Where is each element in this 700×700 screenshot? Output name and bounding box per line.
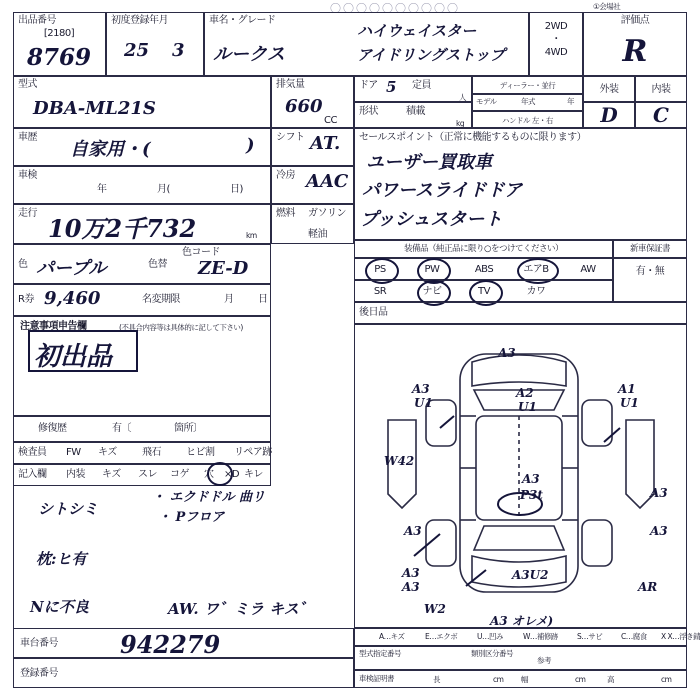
history-label: 車歴 [18,132,37,143]
mileage-label: 走行 [18,208,37,219]
disp-label: 排気量 [276,79,305,90]
length-label: 長 [433,675,440,684]
color-change-label: 色替 [148,259,167,270]
type-label: 型式 [18,79,37,90]
shift-label: シフト [276,132,305,143]
height-label: 高 [607,675,614,684]
diagram-mark-1: A3 [498,346,516,360]
diagram-mark-18: AR [638,580,658,594]
sales-line2: パワースライドドア [362,180,523,201]
model-name: ルークス [213,44,285,65]
lot-value: 8769 [26,43,91,71]
diagram-mark-10: P3t [520,488,543,502]
inner-item-5: キレ [244,469,263,480]
legend-item-4: S…サビ [577,632,603,641]
reg-label: 登録番号 [20,668,58,679]
ext-label: 外装 [599,83,619,95]
inspection-row2-label: 記入欄 [18,469,47,480]
width-unit: cm [575,675,586,684]
score-label: 評価点 [620,15,650,26]
inner-item-0: キズ [102,469,121,480]
dealer-label: ディーラー・並行 [499,80,556,90]
color-label: 色 [18,259,28,270]
drive-dot: ・ [551,33,561,45]
inspect-label: 車検 [18,170,37,181]
diagram-mark-9: A3 [522,472,540,486]
free-note-5: AW. ワ゛ミラ キス゛ [168,600,314,618]
mileage-unit: km [246,231,257,240]
history-close: ) [246,135,255,156]
legend-item-6: X X…浮き錆 [661,632,700,641]
equip-leather: カワ [526,285,546,297]
equip-pw: PW [424,263,440,275]
history-value: 自家用・( [70,139,151,160]
ac-label: 冷房 [276,170,295,181]
venue-label: ①会場社 [593,2,621,11]
ref-label: 参考 [537,656,551,665]
inner-label: 内装 [66,469,85,480]
diagram-mark-11: A3 [650,486,668,500]
color-code-value: ZE-D [198,258,249,279]
shift-value: AT. [310,133,341,154]
equip-sr: SR [373,285,387,297]
int-value: C [653,103,669,127]
model-grade-2: アイドリングストップ [357,46,505,64]
fuel-gas: ガソリン [308,208,346,219]
height-unit: cm [661,675,672,684]
diagram-mark-7: U1 [620,396,639,410]
outer-item-0: キズ [98,447,117,458]
first-reg-year: 25 [124,40,150,61]
seat-label: 定員 [412,80,431,91]
legend-item-0: A…キズ [379,632,405,641]
equip-aw: AW [580,263,596,275]
notes-hand-value: 初出品 [34,342,113,372]
type-desig-label: 型式指定番号 [359,649,401,658]
free-note-0: シトシミ [38,500,99,518]
outer-item-1: 飛石 [142,447,161,458]
inspect-month: 月( [157,184,170,195]
seat-unit: 人 [459,93,466,102]
year-unit: 年 [567,97,574,106]
equip-navi: ナビ [422,285,442,297]
diagram-mark-20: A3 オレメ) [490,614,554,628]
diagram-mark-6: A1 [618,382,636,396]
door-value: 5 [386,78,397,96]
equip-airbag: エアB [523,263,549,275]
diagram-mark-5: U1 [518,400,537,414]
drive-2wd: 2WD [544,20,568,32]
diagram-mark-8: W42 [384,454,415,468]
year-row-label: 年式 [521,97,535,106]
int-label: 内装 [651,83,671,95]
first-reg-label: 初度登録年月 [111,15,168,26]
length-unit: cm [493,675,504,684]
inner-item-3: 穴 [204,469,214,480]
model-label: 車名・グレード [209,15,276,26]
warranty-title: 新車保証書 [629,244,670,254]
diagram-mark-14: A3 [402,566,420,580]
inspect-cert-label: 車検証明書 [359,674,394,683]
fw-label: FW [66,447,81,458]
free-note-2: ・ Pフロア [158,510,225,525]
name-change-month: 月 [224,294,234,305]
warranty-value: 有・無 [635,265,665,277]
inner-item-2: コゲ [170,469,189,480]
notes-subtitle: (不具合内容等は具体的に記して下さい) [119,323,243,332]
legend-item-1: E…エクボ [425,632,458,641]
ext-value: D [600,103,618,127]
free-note-1: ・ エクドドル 曲リ [152,490,266,505]
width-label: 幅 [521,675,528,684]
equip-title: 装備品（純正品に限り○をつけてください） [404,244,563,254]
legend-item-5: C…腐食 [621,632,647,641]
fuel-diesel: 軽油 [308,229,327,240]
outer-item-3: リペア跡 [234,447,272,458]
inner-item-1: スレ [138,469,157,480]
sales-line3: プッシュスタート [360,209,503,230]
color-value: パープル [36,258,107,279]
lot-sub: [2180] [43,27,75,39]
free-note-3: 枕:ヒ有 [36,550,87,568]
diagram-mark-2: A3 [412,382,430,396]
notes-title: 注意事項申告欄 [20,321,87,332]
sales-line1: ユーザー買取車 [366,152,492,173]
after-label: 後日品 [359,307,388,318]
disp-unit: CC [324,115,337,126]
name-change-label: 名変期限 [142,294,180,305]
fuel-label: 燃料 [276,208,295,219]
score-value: R [622,33,648,69]
equip-tv: TV [478,285,490,297]
disp-value: 660 [285,96,323,117]
circle-mark-inner [207,462,233,486]
color-code-label: 色コード [182,247,220,258]
repair-close: 箇所〕 [174,423,203,434]
load-unit: kg [456,119,465,128]
chassis-value: 942279 [120,630,221,659]
handle-label: ハンドル 左・右 [502,115,553,125]
chassis-label: 車台番号 [20,638,58,649]
inspect-day: 日) [230,184,243,195]
rken-label: R券 [18,294,34,305]
repair-value: 有〔 [112,423,131,434]
inspect-year: 年 [97,184,107,195]
type-value: DBA-ML21S [33,98,156,119]
shape-label: 形状 [359,106,378,117]
outer-item-2: ヒビ割 [186,447,215,458]
diagram-mark-12: A3 [650,524,668,538]
sales-title: セールスポイント（正常に機能するものに限ります） [359,132,587,143]
load-label: 積載 [406,106,425,117]
mileage-value: 10万2千732 [48,214,197,243]
diagram-mark-13: A3 [404,524,422,538]
repair-label: 修復歴 [38,423,67,434]
rken-value: 9,460 [44,288,101,309]
equip-abs: ABS [474,263,494,275]
free-note-4: Nに不良 [30,598,89,616]
lot-label: 出品番号 [18,15,56,26]
door-label: ドア [359,80,378,91]
diagram-mark-16: W2 [424,602,446,616]
legend-item-3: W…補修跡 [523,632,558,641]
inner-item-4: ×D [224,469,240,480]
faint-top-text: 〇〇〇〇〇〇〇〇〇〇 [330,2,460,15]
diagram-mark-3: U1 [414,396,433,410]
first-reg-month: 3 [172,40,185,61]
notes-hand-box [28,330,138,372]
diagram-mark-17: A3U2 [512,568,549,582]
drive-4wd: 4WD [544,46,568,58]
name-change-day: 日 [258,294,268,305]
model-row-label: モデル [476,97,497,106]
equip-ps: PS [374,263,386,275]
inspection-row1-label: 検査員 [18,447,47,458]
type-class-label: 類別区分番号 [471,649,513,658]
legend-item-2: U…凹み [477,632,503,641]
diagram-mark-4: A2 [516,386,534,400]
diagram-mark-15: A3 [402,580,420,594]
model-grade-1: ハイウェイスター [357,22,477,40]
ac-value: AAC [306,171,349,192]
